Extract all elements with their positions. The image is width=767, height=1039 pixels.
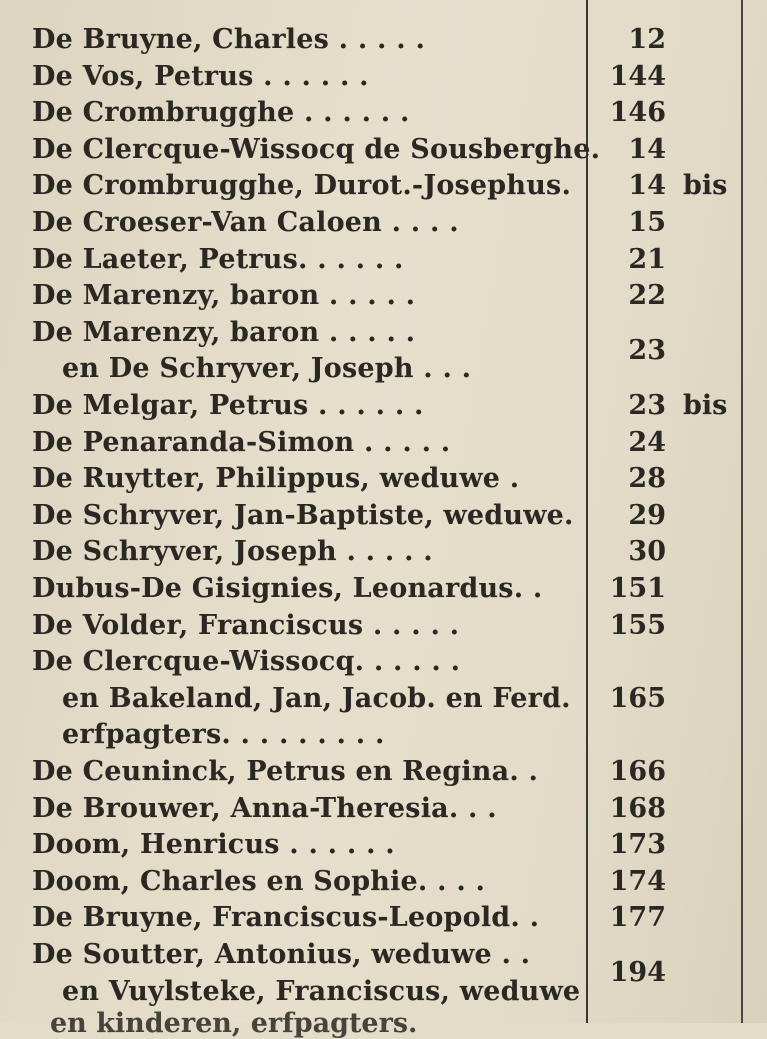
entry-number: 165	[609, 682, 666, 714]
entry-name-line: De Bruyne, Charles . . . . .	[32, 24, 426, 55]
entry-number: 23	[628, 335, 666, 367]
entry-name-line: De Marenzy, baron . . . . .	[32, 316, 416, 348]
index-entry	[0, 536, 767, 573]
entry-number: 22	[628, 280, 666, 312]
entry-name-line: De Volder, Franciscus . . . . .	[32, 609, 460, 641]
entry-number: 21	[628, 243, 666, 275]
entry-name-line: De Ruytter, Philippus, weduwe .	[32, 463, 520, 495]
entry-name-line: en Bakeland, Jan, Jacob. en Ferd.	[62, 682, 571, 714]
entry-name-line: en Vuylsteke, Franciscus, weduwe	[62, 975, 581, 1007]
entry-name-line: De Laeter, Petrus. . . . . .	[32, 243, 404, 275]
index-entry	[0, 24, 767, 61]
index-entry	[0, 280, 767, 317]
entry-suffix: bis	[683, 389, 728, 421]
index-entry	[0, 902, 767, 939]
entry-number: 15	[628, 206, 666, 238]
entry-name-line: De Croeser-Van Caloen . . . .	[32, 206, 459, 238]
index-entry	[0, 244, 767, 281]
entry-name-line: en De Schryver, Joseph . . .	[62, 353, 472, 385]
entry-number: 168	[609, 792, 666, 824]
entry-number: 174	[609, 865, 666, 897]
index-entry	[0, 866, 767, 903]
entry-name-line: De Penaranda-Simon . . . . .	[32, 426, 451, 458]
index-entry	[0, 500, 767, 537]
entry-number: 173	[609, 829, 666, 861]
index-entry	[0, 610, 767, 647]
index-entry	[0, 463, 767, 500]
entry-name-line: De Brouwer, Anna-Theresia. . .	[32, 792, 497, 824]
entry-number: 146	[609, 97, 666, 129]
entry-name-line: De Vos, Petrus . . . . . .	[32, 60, 369, 92]
index-entry	[0, 756, 767, 793]
entry-name-line: De Soutter, Antonius, weduwe . .	[32, 939, 531, 971]
entry-number: 166	[609, 756, 666, 788]
entry-number: 155	[609, 609, 666, 641]
index-entry	[0, 793, 767, 830]
index-entry	[0, 134, 767, 171]
entry-name-line: Doom, Charles en Sophie. . . .	[32, 865, 486, 897]
index-entry	[0, 207, 767, 244]
entry-number: 14	[628, 170, 666, 202]
entry-name-line: De Schryver, Jan-Baptiste, weduwe.	[32, 499, 574, 531]
index-entry	[0, 170, 767, 207]
index-entry	[0, 97, 767, 134]
index-entry	[0, 573, 767, 610]
index-entry	[0, 939, 767, 1012]
index-entry	[0, 829, 767, 866]
entry-number: 30	[628, 536, 666, 568]
cut-off-line: en kinderen, erfpagters.	[50, 1008, 418, 1039]
entry-name-line: De Bruyne, Franciscus-Leopold. .	[32, 902, 540, 934]
entry-number: 177	[609, 902, 666, 934]
entry-name-line: De Marenzy, baron . . . . .	[32, 280, 416, 312]
entry-name-line: Dubus-De Gisignies, Leonardus. .	[32, 572, 543, 604]
index-entry	[0, 317, 767, 390]
entry-name-line: De Crombrugghe . . . . . .	[32, 97, 410, 129]
entry-number: 144	[609, 60, 666, 92]
index-entry	[0, 646, 767, 756]
entry-name-line: De Crombrugghe, Durot.-Josephus.	[32, 170, 572, 202]
entry-number: 194	[609, 957, 666, 989]
entry-number: 24	[628, 426, 666, 458]
index-list	[0, 24, 767, 1012]
entry-name-line: De Melgar, Petrus . . . . . .	[32, 389, 424, 421]
entry-name-line: De Ceuninck, Petrus en Regina. .	[32, 756, 539, 788]
index-entry	[0, 390, 767, 427]
entry-name-line: De Clercque-Wissocq de Sousberghe.	[32, 133, 601, 165]
entry-suffix: bis	[683, 170, 728, 202]
index-entry	[0, 61, 767, 98]
index-entry	[0, 427, 767, 464]
entry-number: 151	[609, 572, 666, 604]
entry-number: 14	[628, 133, 666, 165]
entry-name-line: De Schryver, Joseph . . . . .	[32, 536, 433, 568]
entry-name-line: De Clercque-Wissocq. . . . . .	[32, 646, 461, 678]
entry-name-line: erfpagters. . . . . . . . .	[62, 719, 385, 751]
entry-number: 28	[628, 463, 666, 495]
entry-number: 23	[628, 389, 666, 421]
entry-number: 12	[628, 24, 666, 55]
entry-number: 29	[628, 499, 666, 531]
entry-name-line: Doom, Henricus . . . . . .	[32, 829, 395, 861]
